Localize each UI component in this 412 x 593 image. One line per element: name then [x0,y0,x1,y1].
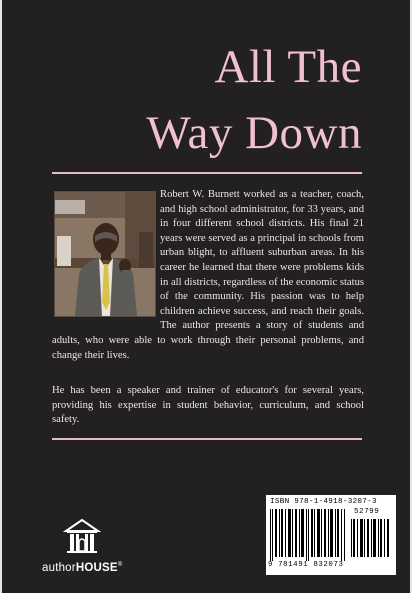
book-title-line-1: All The [214,41,362,93]
price-code: 52799 [354,508,380,516]
speaker-text: He has been a speaker and trainer of educator's for several years, providing his expertise in student behavior, curriculum, and school safety. [52,385,364,426]
bio-text: Robert W. Burnett worked as a teacher, coach, and high school administrator, for 33 years, and in four different school districts. His final 21 years were served as a principal in schools from urban blight, to affluent suburban areas. In his career he learned that there were problems kids in all districts, regardless of the economic status of the community. His passion was to help children achieve success, and reach their goals. The author presents a story of students and adults, who were able to work through their personal problems, and change their lives. [52,189,364,361]
top-divider [52,172,362,174]
back-cover [2,0,410,593]
author-bio [52,188,364,363]
authorhouse-logo-icon [62,517,102,555]
barcode-digits: 9 781491 832073 [268,561,344,569]
price-barcode-bars [350,519,392,557]
barcode-bars [269,509,349,561]
bottom-divider [52,438,362,440]
publisher-name: authorHOUSE® [42,562,123,574]
book-title-line-2: Way Down [146,107,362,159]
isbn-number: ISBN 978-1-4918-3207-3 [270,498,377,506]
photo-spacer [52,188,160,322]
publisher-logo [42,517,122,574]
speaker-blurb [52,384,364,428]
isbn-barcode [266,495,396,575]
